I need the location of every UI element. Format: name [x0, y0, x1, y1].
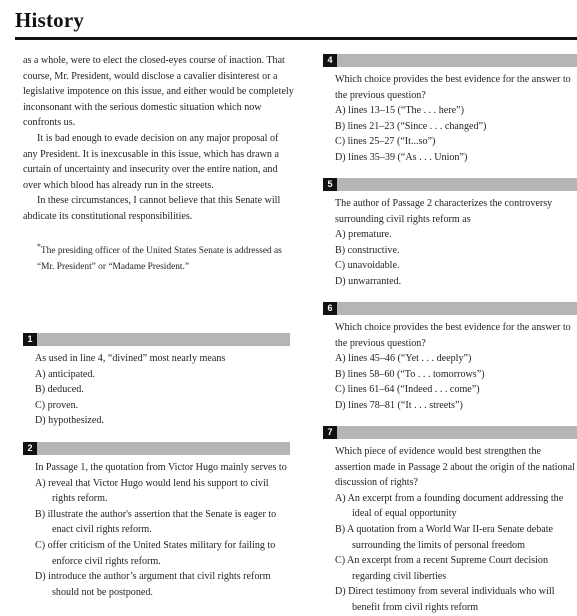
answer-choice-a[interactable]: A) reveal that Victor Hugo would lend his support to civil rights reform.	[35, 477, 269, 505]
answer-choices	[23, 367, 290, 429]
passage-paragraph: In these circumstances, I cannot believe that this Senate will abdicate its constitutional responsibilities.	[23, 195, 281, 222]
answer-choice-d[interactable]: D) lines 78–81 (“It . . . streets”)	[335, 399, 463, 411]
question-header-bar	[323, 302, 577, 315]
question-stem: Which piece of evidence would best strengthen the assertion made in Passage 2 about the origin of the national discussion of rights?	[335, 446, 575, 489]
question-7	[323, 426, 577, 616]
answer-choice-b[interactable]: B) lines 21–23 (“Since . . . changed”)	[335, 120, 487, 132]
question-number: 1	[23, 333, 37, 346]
question-2	[23, 442, 290, 600]
answer-choice-b[interactable]: B) illustrate the author's assertion that the Senate is eager to enact civil rights reform.	[35, 508, 277, 536]
footnote-marker: *	[37, 242, 41, 251]
answer-choice-d[interactable]: D) Direct testimony from several individuals who will benefit from civil rights reform	[335, 586, 555, 613]
answer-choice-c[interactable]: C) lines 61–64 (“Indeed . . . come”)	[335, 384, 480, 396]
answer-choice-c[interactable]: C) unavoidable.	[335, 260, 400, 272]
question-stem: Which choice provides the best evidence for the answer to the previous question?	[335, 322, 571, 349]
question-number: 2	[23, 442, 37, 455]
passage-excerpt	[23, 53, 295, 225]
answer-choice-a[interactable]: A) lines 45–46 (“Yet . . . deeply”)	[335, 353, 472, 365]
answer-choice-c[interactable]: C) An excerpt from a recent Supreme Court decision regarding civil liberties	[335, 555, 549, 582]
passage-paragraph: It is bad enough to evade decision on any major proposal of any President. It is inexcusable in this issue, which has drawn a curtain of uncertainty and insecurity over the entire nation, and over which blood has already run in the streets.	[23, 132, 279, 191]
question-stem: The author of Passage 2 characterizes the controversy surrounding civil rights reform as	[335, 198, 553, 225]
answer-choice-d[interactable]: D) introduce the author’s argument that civil rights reform should not be postponed.	[35, 571, 271, 598]
answer-choice-b[interactable]: B) deduced.	[35, 384, 84, 396]
answer-choice-d[interactable]: D) unwarranted.	[335, 275, 402, 287]
question-header-bar	[323, 54, 577, 67]
question-stem: Which choice provides the best evidence for the answer to the previous question?	[335, 74, 571, 101]
question-number: 5	[323, 178, 337, 191]
answer-choices	[23, 476, 290, 601]
answer-choice-b[interactable]: B) A quotation from a World War II-era Senate debate surrounding the limits of personal freedom	[335, 523, 554, 551]
answer-choice-a[interactable]: A) lines 13–15 (“The . . . here”)	[335, 105, 464, 117]
answer-choices	[323, 351, 577, 413]
answer-choices	[323, 227, 577, 289]
question-4	[323, 54, 577, 166]
question-number: 6	[323, 302, 337, 315]
title-rule	[15, 37, 577, 40]
footnote	[37, 239, 299, 275]
question-number: 7	[323, 426, 337, 439]
answer-choice-d[interactable]: D) hypothesized.	[35, 415, 104, 427]
question-header-bar	[323, 178, 577, 191]
question-stem: In Passage 1, the quotation from Victor Hugo mainly serves to	[35, 462, 287, 473]
question-1	[23, 333, 290, 429]
answer-choice-c[interactable]: C) lines 25–27 (“It...so”)	[335, 136, 436, 148]
question-number: 4	[323, 54, 337, 67]
question-stem: As used in line 4, “divined” most nearly means	[35, 353, 226, 364]
answer-choice-c[interactable]: C) offer criticism of the United States military for failing to enforce civil rights reform.	[35, 539, 276, 567]
question-header-bar	[23, 442, 290, 455]
question-6	[323, 302, 577, 414]
answer-choices	[323, 491, 577, 616]
answer-choice-b[interactable]: B) lines 58–60 (“To . . . tomorrows”)	[335, 368, 485, 380]
question-5	[323, 178, 577, 290]
passage-paragraph: as a whole, were to elect the closed-eyes course of inaction. That course, Mr. President, would disclose a cavalier disinterest or a legislative impotence on this issue, and either would be completely inconsonant with the serious domestic situation which now confronts us.	[23, 55, 294, 129]
question-header-bar	[323, 426, 577, 439]
answer-choice-a[interactable]: A) anticipated.	[35, 368, 95, 380]
answer-choice-a[interactable]: A) An excerpt from a founding document addressing the ideal of equal opportunity	[335, 492, 564, 520]
footnote-text: The presiding officer of the United States Senate is addressed as “Mr. President” or “Madame President.”	[37, 246, 282, 272]
page-title: History	[15, 8, 85, 32]
answer-choices	[323, 103, 577, 165]
answer-choice-d[interactable]: D) lines 35–39 (“As . . . Union”)	[335, 151, 468, 163]
answer-choice-b[interactable]: B) constructive.	[335, 244, 400, 256]
question-header-bar	[23, 333, 290, 346]
answer-choice-c[interactable]: C) proven.	[35, 399, 79, 411]
answer-choice-a[interactable]: A) premature.	[335, 229, 392, 241]
